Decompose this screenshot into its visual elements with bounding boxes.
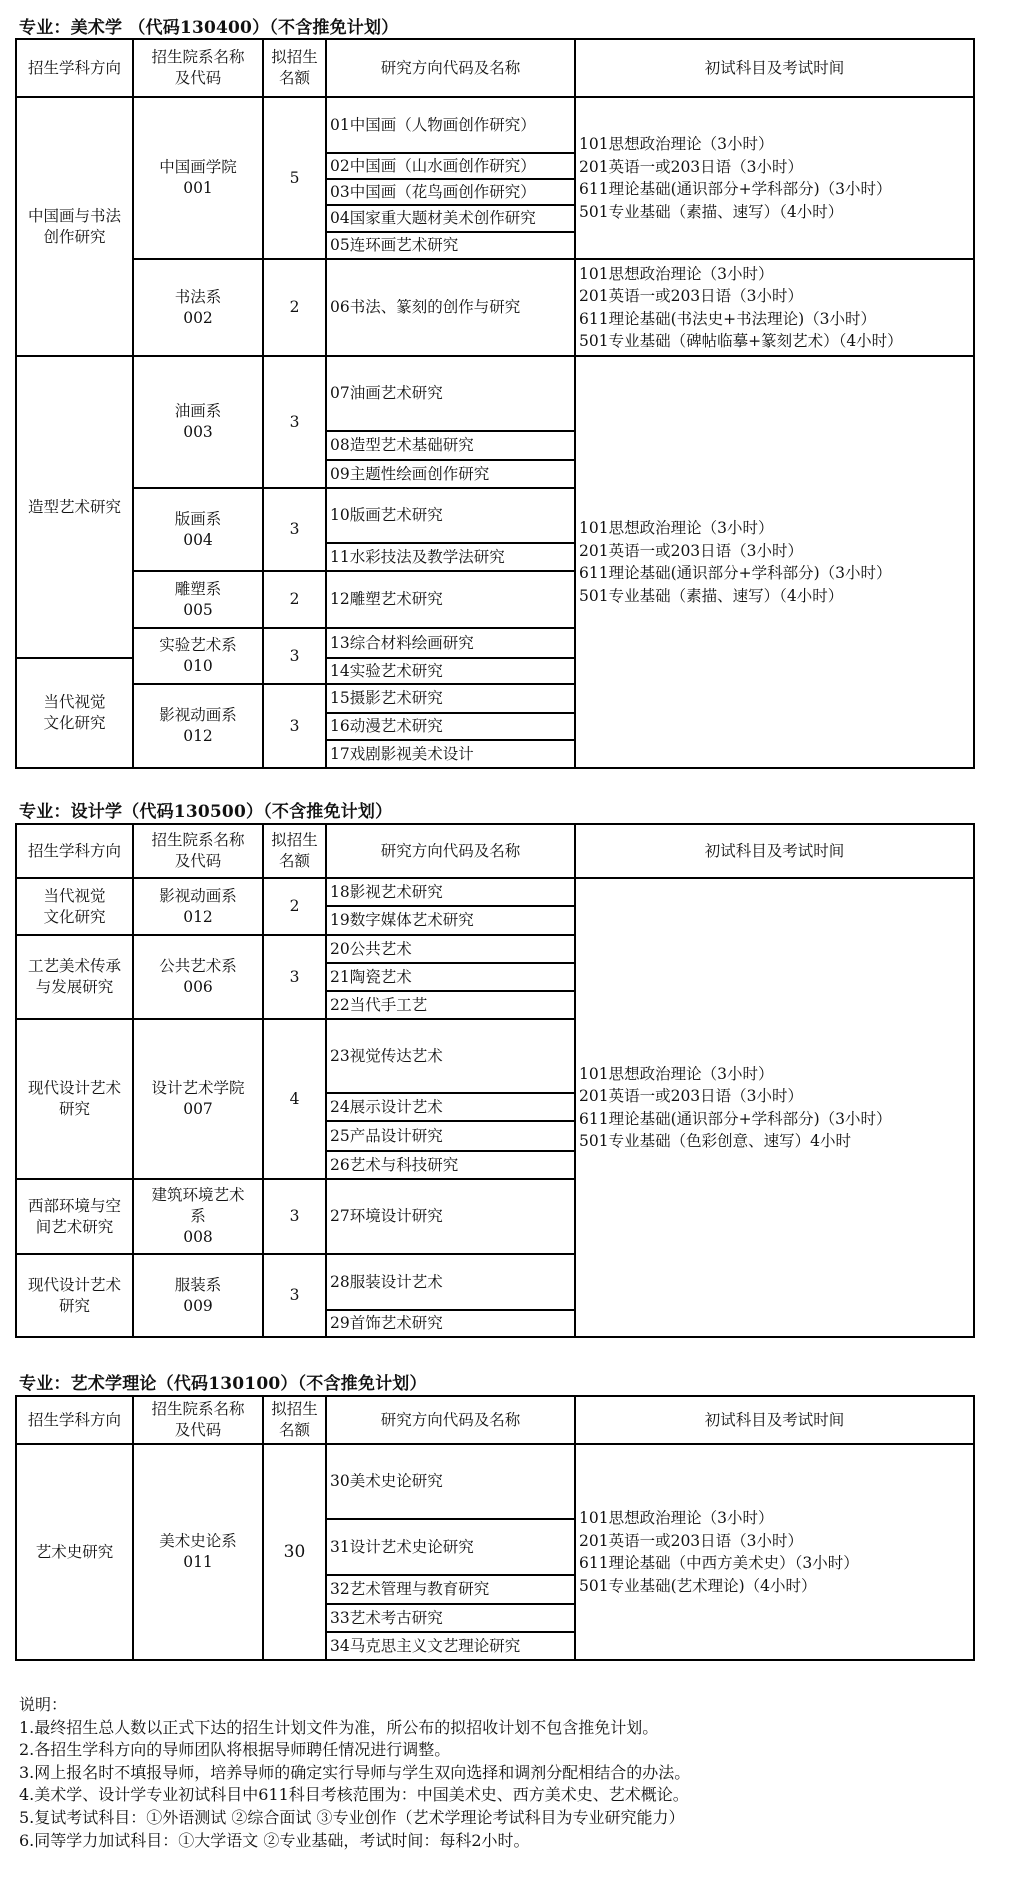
department-cell: 建筑环境艺术 系 008 [133, 1179, 263, 1254]
note-item: 1.最终招生总人数以正式下达的招生计划文件为准，所公布的拟招收计划不包含推免计划。 [19, 1717, 659, 1737]
subject-direction-cell: 当代视觉 文化研究 [16, 658, 133, 768]
header-research-direction: 研究方向代码及名称 [326, 39, 575, 97]
department-cell: 实验艺术系 010 [133, 628, 263, 684]
header-department: 招生院系名称 及代码 [133, 39, 263, 97]
section-title-fine-arts: 专业：美术学 （代码130400）（不含推免计划） [19, 18, 399, 38]
department-cell: 油画系 003 [133, 356, 263, 488]
quota-cell: 4 [263, 1019, 326, 1179]
table-row [16, 259, 974, 356]
subject-direction-cell: 西部环境与空 间艺术研究 [16, 1179, 133, 1254]
research-direction-cell: 15摄影艺术研究 [326, 684, 575, 713]
exam-subjects-cell: 101思想政治理论（3小时） 201英语一或203日语（3小时） 611理论基础(书法史+书法理论)（3小时） 501专业基础（碑帖临摹+篆刻艺术）（4小时） [575, 259, 974, 356]
department-cell: 影视动画系 012 [133, 684, 263, 768]
quota-cell: 3 [263, 684, 326, 768]
art-theory-plan-table [15, 1395, 975, 1661]
research-direction-cell: 19数字媒体艺术研究 [326, 906, 575, 935]
header-quota: 拟招生 名额 [263, 1396, 326, 1444]
research-direction-cell: 17戏剧影视美术设计 [326, 740, 575, 768]
research-direction-cell: 31设计艺术史论研究 [326, 1519, 575, 1575]
quota-cell: 30 [263, 1444, 326, 1660]
research-direction-cell: 23视觉传达艺术 [326, 1019, 575, 1093]
research-direction-cell: 18影视艺术研究 [326, 878, 575, 906]
note-item: 5.复试考试科目：①外语测试 ②综合面试 ③专业创作（艺术学理论考试科目为专业研究能力） [19, 1807, 685, 1827]
research-direction-cell: 03中国画（花鸟画创作研究） [326, 179, 575, 205]
research-direction-cell: 12雕塑艺术研究 [326, 571, 575, 628]
subject-direction-cell: 现代设计艺术 研究 [16, 1254, 133, 1337]
quota-cell: 3 [263, 488, 326, 571]
quota-cell: 2 [263, 571, 326, 628]
department-cell: 设计艺术学院 007 [133, 1019, 263, 1179]
exam-subjects-cell: 101思想政治理论（3小时） 201英语一或203日语（3小时） 611理论基础(通识部分+学科部分)（3小时） 501专业基础（素描、速写）（4小时） [575, 356, 974, 768]
table-row [16, 878, 974, 906]
subject-direction-cell: 现代设计艺术 研究 [16, 1019, 133, 1179]
quota-cell: 5 [263, 97, 326, 259]
notes-section [19, 1694, 690, 1852]
research-direction-cell: 01中国画（人物画创作研究） [326, 97, 575, 153]
notes-heading: 说明： [19, 1695, 68, 1714]
department-cell: 公共艺术系 006 [133, 935, 263, 1019]
research-direction-cell: 21陶瓷艺术 [326, 963, 575, 991]
research-direction-cell: 02中国画（山水画创作研究） [326, 153, 575, 179]
section-title-art-theory: 专业：艺术学理论（代码130100）（不含推免计划） [19, 1374, 427, 1394]
quota-cell: 3 [263, 1254, 326, 1337]
subject-direction-cell: 工艺美术传承 与发展研究 [16, 935, 133, 1019]
subject-direction-cell: 造型艺术研究 [16, 356, 133, 658]
research-direction-cell: 30美术史论研究 [326, 1444, 575, 1519]
research-direction-cell: 13综合材料绘画研究 [326, 628, 575, 658]
header-department: 招生院系名称 及代码 [133, 824, 263, 878]
header-quota: 拟招生 名额 [263, 39, 326, 97]
header-subject-direction: 招生学科方向 [16, 39, 133, 97]
research-direction-cell: 28服装设计艺术 [326, 1254, 575, 1310]
department-cell: 书法系 002 [133, 259, 263, 356]
research-direction-cell: 25产品设计研究 [326, 1121, 575, 1151]
note-item: 3.网上报名时不填报导师，培养导师的确定实行导师与学生双向选择和调剂分配相结合的办法。 [19, 1762, 691, 1782]
research-direction-cell: 27环境设计研究 [326, 1179, 575, 1254]
quota-cell: 3 [263, 628, 326, 684]
table-header-row [16, 1396, 974, 1444]
research-direction-cell: 04国家重大题材美术创作研究 [326, 205, 575, 232]
research-direction-cell: 16动漫艺术研究 [326, 713, 575, 740]
table-header-row [16, 824, 974, 878]
header-exam: 初试科目及考试时间 [575, 1396, 974, 1444]
header-exam: 初试科目及考试时间 [575, 824, 974, 878]
table-row [16, 97, 974, 153]
note-item: 4.美术学、设计学专业初试科目中611科目考核范围为：中国美术史、西方美术史、艺术概论。 [19, 1785, 689, 1805]
header-subject-direction: 招生学科方向 [16, 1396, 133, 1444]
quota-cell: 3 [263, 1179, 326, 1254]
exam-subjects-cell: 101思想政治理论（3小时） 201英语一或203日语（3小时） 611理论基础（中西方美术史）（3小时） 501专业基础(艺术理论)（4小时） [575, 1444, 974, 1660]
research-direction-cell: 26艺术与科技研究 [326, 1151, 575, 1179]
research-direction-cell: 09主题性绘画创作研究 [326, 460, 575, 488]
header-research-direction: 研究方向代码及名称 [326, 824, 575, 878]
research-direction-cell: 05连环画艺术研究 [326, 232, 575, 259]
header-research-direction: 研究方向代码及名称 [326, 1396, 575, 1444]
research-direction-cell: 33艺术考古研究 [326, 1604, 575, 1632]
quota-cell: 2 [263, 259, 326, 356]
research-direction-cell: 08造型艺术基础研究 [326, 431, 575, 460]
quota-cell: 3 [263, 935, 326, 1019]
department-cell: 美术史论系 011 [133, 1444, 263, 1660]
department-cell: 版画系 004 [133, 488, 263, 571]
note-item: 2.各招生学科方向的导师团队将根据导师聘任情况进行调整。 [19, 1740, 451, 1760]
research-direction-cell: 10版画艺术研究 [326, 488, 575, 543]
quota-cell: 3 [263, 356, 326, 488]
table-row [16, 356, 974, 431]
header-exam: 初试科目及考试时间 [575, 39, 974, 97]
table-row [16, 1444, 974, 1519]
quota-cell: 2 [263, 878, 326, 935]
exam-subjects-cell: 101思想政治理论（3小时） 201英语一或203日语（3小时） 611理论基础(通识部分+学科部分)（3小时） 501专业基础（素描、速写）（4小时） [575, 97, 974, 259]
department-cell: 雕塑系 005 [133, 571, 263, 628]
design-plan-table [15, 823, 975, 1338]
research-direction-cell: 32艺术管理与教育研究 [326, 1575, 575, 1604]
table-header-row [16, 39, 974, 97]
fine-arts-plan-table [15, 38, 975, 769]
research-direction-cell: 24展示设计艺术 [326, 1093, 575, 1121]
exam-subjects-cell: 101思想政治理论（3小时） 201英语一或203日语（3小时） 611理论基础(通识部分+学科部分)（3小时） 501专业基础（色彩创意、速写）4小时 [575, 878, 974, 1337]
department-cell: 服装系 009 [133, 1254, 263, 1337]
header-quota: 拟招生 名额 [263, 824, 326, 878]
note-item: 6.同等学力加试科目：①大学语文 ②专业基础，考试时间：每科2小时。 [19, 1830, 530, 1850]
header-department: 招生院系名称 及代码 [133, 1396, 263, 1444]
research-direction-cell: 11水彩技法及教学法研究 [326, 543, 575, 571]
header-subject-direction: 招生学科方向 [16, 824, 133, 878]
research-direction-cell: 20公共艺术 [326, 935, 575, 963]
subject-direction-cell: 当代视觉 文化研究 [16, 878, 133, 935]
research-direction-cell: 07油画艺术研究 [326, 356, 575, 431]
research-direction-cell: 29首饰艺术研究 [326, 1310, 575, 1337]
research-direction-cell: 34马克思主义文艺理论研究 [326, 1632, 575, 1660]
department-cell: 中国画学院 001 [133, 97, 263, 259]
section-title-design: 专业：设计学（代码130500）（不含推免计划） [19, 802, 393, 822]
research-direction-cell: 14实验艺术研究 [326, 658, 575, 684]
subject-direction-cell: 中国画与书法 创作研究 [16, 97, 133, 356]
research-direction-cell: 22当代手工艺 [326, 991, 575, 1019]
research-direction-cell: 06书法、篆刻的创作与研究 [326, 259, 575, 356]
subject-direction-cell: 艺术史研究 [16, 1444, 133, 1660]
department-cell: 影视动画系 012 [133, 878, 263, 935]
